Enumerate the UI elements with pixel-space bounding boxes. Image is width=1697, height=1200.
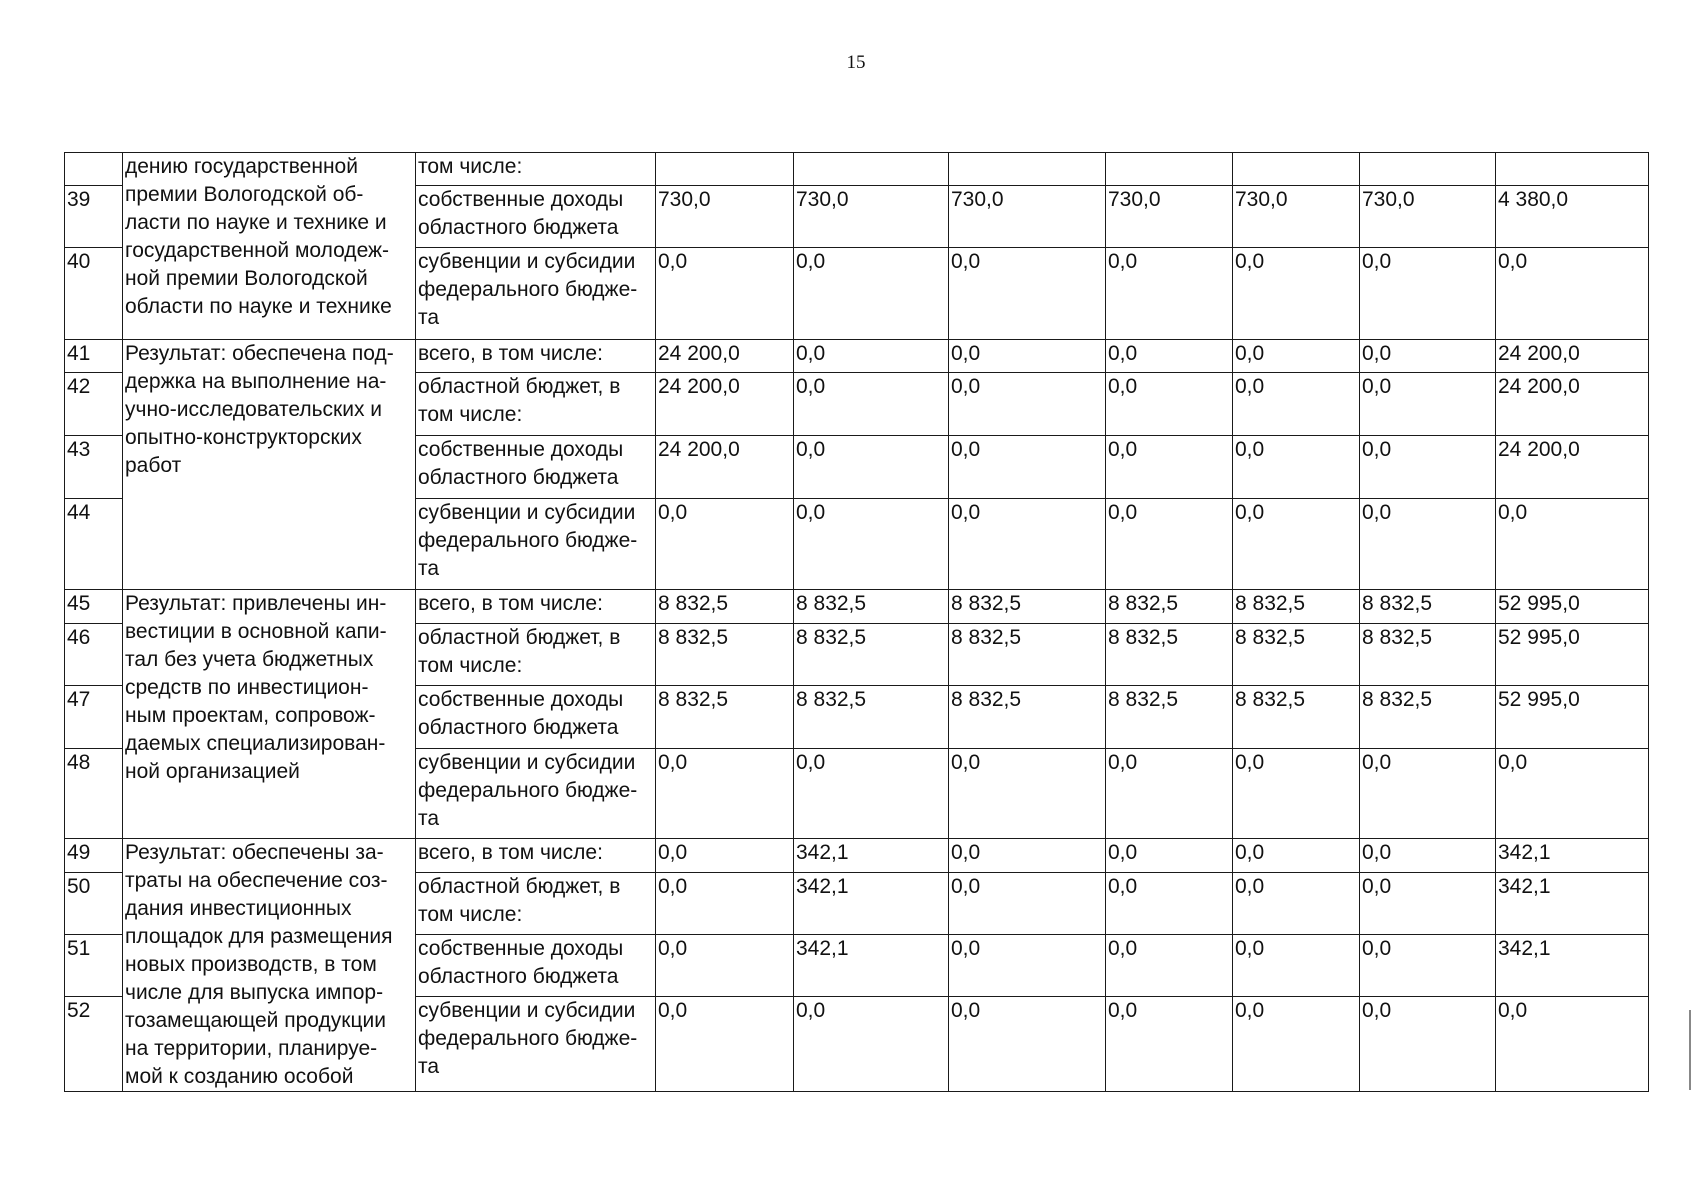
value-cell: 0,0 — [1360, 839, 1496, 873]
row-number-cell: 47 — [65, 686, 123, 749]
value-cell: 0,0 — [656, 839, 794, 873]
value-cell: 0,0 — [1106, 499, 1233, 590]
funding-source-cell — [416, 590, 656, 624]
value-cell: 0,0 — [1233, 248, 1360, 340]
value-cell — [794, 153, 949, 186]
value-cell: 8 832,5 — [1106, 686, 1233, 749]
result-description-cell — [123, 340, 416, 590]
value-cell: 0,0 — [1360, 436, 1496, 499]
value-cell: 342,1 — [794, 839, 949, 873]
total-cell: 52 995,0 — [1496, 686, 1649, 749]
result-description-cell — [123, 590, 416, 839]
value-cell: 8 832,5 — [1233, 590, 1360, 624]
total-cell: 52 995,0 — [1496, 624, 1649, 686]
value-cell: 0,0 — [1360, 340, 1496, 373]
value-cell: 0,0 — [1106, 873, 1233, 935]
value-cell: 0,0 — [1233, 749, 1360, 839]
row-number-cell: 48 — [65, 749, 123, 839]
value-cell: 730,0 — [794, 186, 949, 248]
row-number-cell — [65, 153, 123, 186]
funding-source: всего, в том числе: — [418, 342, 603, 365]
scan-edge-mark — [1689, 1010, 1691, 1090]
value-cell: 0,0 — [1360, 997, 1496, 1092]
funding-source: субвенции и субсидии федерального бюдже- та — [418, 999, 638, 1078]
table-row — [65, 340, 1649, 373]
value-cell: 0,0 — [949, 749, 1106, 839]
total-cell: 24 200,0 — [1496, 373, 1649, 436]
value-cell: 730,0 — [949, 186, 1106, 248]
total-cell: 52 995,0 — [1496, 590, 1649, 624]
row-number-cell: 43 — [65, 436, 123, 499]
value-cell: 730,0 — [1233, 186, 1360, 248]
row-number-cell: 40 — [65, 248, 123, 340]
row-number-cell: 52 — [65, 997, 123, 1092]
value-cell: 342,1 — [794, 935, 949, 997]
value-cell: 8 832,5 — [1106, 624, 1233, 686]
funding-source: областной бюджет, в том числе: — [418, 375, 621, 426]
funding-source-cell — [416, 373, 656, 436]
row-number-cell: 51 — [65, 935, 123, 997]
funding-source-cell — [416, 686, 656, 749]
value-cell: 0,0 — [794, 499, 949, 590]
value-cell: 8 832,5 — [656, 686, 794, 749]
result-description-cell — [123, 839, 416, 1092]
table-row — [65, 839, 1649, 873]
value-cell: 0,0 — [1106, 839, 1233, 873]
value-cell: 0,0 — [1360, 248, 1496, 340]
value-cell — [1360, 153, 1496, 186]
total-cell: 24 200,0 — [1496, 436, 1649, 499]
funding-source: областной бюджет, в том числе: — [418, 875, 621, 926]
value-cell: 0,0 — [656, 248, 794, 340]
value-cell: 0,0 — [1106, 248, 1233, 340]
budget-table — [64, 152, 1649, 1092]
desc-line: премии Вологодской об- ласти по науке и технике и государственной молодеж- ной премии Вологодской области по науке и технике — [125, 183, 392, 318]
result-description: Результат: обеспечены за- траты на обеспечение соз- дания инвестиционных площадок для размещения новых производств, в том числе для выпуска импор- тозамещающей продукции на территории, планируе- мой к созданию особой — [125, 841, 393, 1088]
value-cell — [656, 153, 794, 186]
value-cell: 730,0 — [656, 186, 794, 248]
value-cell: 0,0 — [1233, 499, 1360, 590]
funding-source-cell — [416, 873, 656, 935]
total-cell: 342,1 — [1496, 873, 1649, 935]
value-cell: 0,0 — [1233, 873, 1360, 935]
value-cell: 0,0 — [949, 873, 1106, 935]
value-cell: 0,0 — [1233, 935, 1360, 997]
value-cell: 0,0 — [1106, 373, 1233, 436]
value-cell: 0,0 — [794, 340, 949, 373]
value-cell — [1233, 153, 1360, 186]
value-cell: 0,0 — [1233, 436, 1360, 499]
total-cell: 0,0 — [1496, 997, 1649, 1092]
value-cell: 0,0 — [656, 997, 794, 1092]
value-cell: 0,0 — [1360, 873, 1496, 935]
table-row — [65, 590, 1649, 624]
value-cell: 0,0 — [949, 436, 1106, 499]
funding-source: всего, в том числе: — [418, 841, 603, 864]
total-cell: 4 380,0 — [1496, 186, 1649, 248]
page-number: 15 — [846, 52, 866, 73]
value-cell: 8 832,5 — [1106, 590, 1233, 624]
table-row — [65, 153, 1649, 186]
value-cell: 0,0 — [949, 839, 1106, 873]
value-cell: 0,0 — [949, 499, 1106, 590]
funding-source-cell — [416, 340, 656, 373]
total-cell: 24 200,0 — [1496, 340, 1649, 373]
value-cell: 0,0 — [949, 340, 1106, 373]
value-cell: 24 200,0 — [656, 373, 794, 436]
result-description: Результат: обеспечена под- держка на выполнение на- учно-исследовательских и опытно-конструкторских работ — [125, 342, 394, 477]
value-cell: 24 200,0 — [656, 436, 794, 499]
funding-source-cell — [416, 624, 656, 686]
row-number-cell: 45 — [65, 590, 123, 624]
value-cell: 8 832,5 — [949, 590, 1106, 624]
funding-source-cell — [416, 935, 656, 997]
value-cell: 0,0 — [794, 248, 949, 340]
funding-source: собственные доходы областного бюджета — [418, 688, 624, 739]
funding-source: всего, в том числе: — [418, 592, 603, 615]
value-cell: 8 832,5 — [656, 624, 794, 686]
value-cell: 0,0 — [949, 997, 1106, 1092]
value-cell: 0,0 — [1106, 997, 1233, 1092]
value-cell: 0,0 — [1233, 373, 1360, 436]
value-cell — [949, 153, 1106, 186]
value-cell: 0,0 — [656, 749, 794, 839]
value-cell: 0,0 — [1106, 436, 1233, 499]
funding-source-cell — [416, 839, 656, 873]
value-cell: 730,0 — [1360, 186, 1496, 248]
funding-source-cell — [416, 248, 656, 340]
funding-source: собственные доходы областного бюджета — [418, 188, 624, 239]
value-cell: 0,0 — [1360, 935, 1496, 997]
result-description: Результат: привлечены ин- вестиции в основной капи- тал без учета бюджетных средств по инвестицион- ным проектам, сопровож- даемых специализирован- ной организацией — [125, 592, 387, 783]
value-cell: 0,0 — [1360, 373, 1496, 436]
funding-source: субвенции и субсидии федерального бюдже- та — [418, 751, 638, 830]
total-cell: 0,0 — [1496, 749, 1649, 839]
value-cell: 0,0 — [1233, 340, 1360, 373]
funding-source: том числе: — [418, 155, 523, 178]
total-cell — [1496, 153, 1649, 186]
funding-source: субвенции и субсидии федерального бюдже- та — [418, 501, 638, 580]
value-cell: 8 832,5 — [794, 686, 949, 749]
funding-source: собственные доходы областного бюджета — [418, 937, 624, 988]
value-cell: 0,0 — [949, 935, 1106, 997]
funding-source-cell — [416, 749, 656, 839]
value-cell: 0,0 — [1106, 749, 1233, 839]
value-cell: 0,0 — [1233, 997, 1360, 1092]
value-cell: 0,0 — [1106, 340, 1233, 373]
value-cell: 8 832,5 — [1360, 590, 1496, 624]
funding-source-cell — [416, 436, 656, 499]
total-cell: 0,0 — [1496, 248, 1649, 340]
value-cell: 0,0 — [1360, 749, 1496, 839]
value-cell: 0,0 — [794, 997, 949, 1092]
value-cell: 24 200,0 — [656, 340, 794, 373]
value-cell: 8 832,5 — [949, 686, 1106, 749]
value-cell — [1106, 153, 1233, 186]
value-cell: 0,0 — [949, 373, 1106, 436]
value-cell: 0,0 — [794, 373, 949, 436]
row-number-cell: 46 — [65, 624, 123, 686]
total-cell: 342,1 — [1496, 935, 1649, 997]
funding-source-cell — [416, 997, 656, 1092]
value-cell: 0,0 — [1360, 499, 1496, 590]
value-cell: 8 832,5 — [794, 624, 949, 686]
result-description-cell — [123, 153, 416, 340]
row-number-cell: 41 — [65, 340, 123, 373]
desc-line: дению государственной — [125, 155, 358, 178]
value-cell: 8 832,5 — [656, 590, 794, 624]
funding-source: областной бюджет, в том числе: — [418, 626, 621, 677]
funding-source: субвенции и субсидии федерального бюдже- та — [418, 250, 638, 329]
funding-source-cell — [416, 186, 656, 248]
value-cell: 8 832,5 — [794, 590, 949, 624]
value-cell: 8 832,5 — [1233, 686, 1360, 749]
value-cell: 0,0 — [1233, 839, 1360, 873]
value-cell: 0,0 — [656, 935, 794, 997]
value-cell: 0,0 — [1106, 935, 1233, 997]
row-number-cell: 50 — [65, 873, 123, 935]
row-number-cell: 42 — [65, 373, 123, 436]
value-cell: 730,0 — [1106, 186, 1233, 248]
value-cell: 8 832,5 — [1360, 624, 1496, 686]
value-cell: 0,0 — [656, 873, 794, 935]
row-number-cell: 49 — [65, 839, 123, 873]
value-cell: 342,1 — [794, 873, 949, 935]
value-cell: 0,0 — [656, 499, 794, 590]
funding-source: собственные доходы областного бюджета — [418, 438, 624, 489]
total-cell: 0,0 — [1496, 499, 1649, 590]
funding-source-cell — [416, 499, 656, 590]
value-cell: 8 832,5 — [1233, 624, 1360, 686]
value-cell: 0,0 — [949, 248, 1106, 340]
row-number-cell: 39 — [65, 186, 123, 248]
row-number-cell: 44 — [65, 499, 123, 590]
funding-source-cell — [416, 153, 656, 186]
value-cell: 8 832,5 — [949, 624, 1106, 686]
value-cell: 0,0 — [794, 436, 949, 499]
value-cell: 8 832,5 — [1360, 686, 1496, 749]
value-cell: 0,0 — [794, 749, 949, 839]
total-cell: 342,1 — [1496, 839, 1649, 873]
result-description — [125, 155, 392, 318]
